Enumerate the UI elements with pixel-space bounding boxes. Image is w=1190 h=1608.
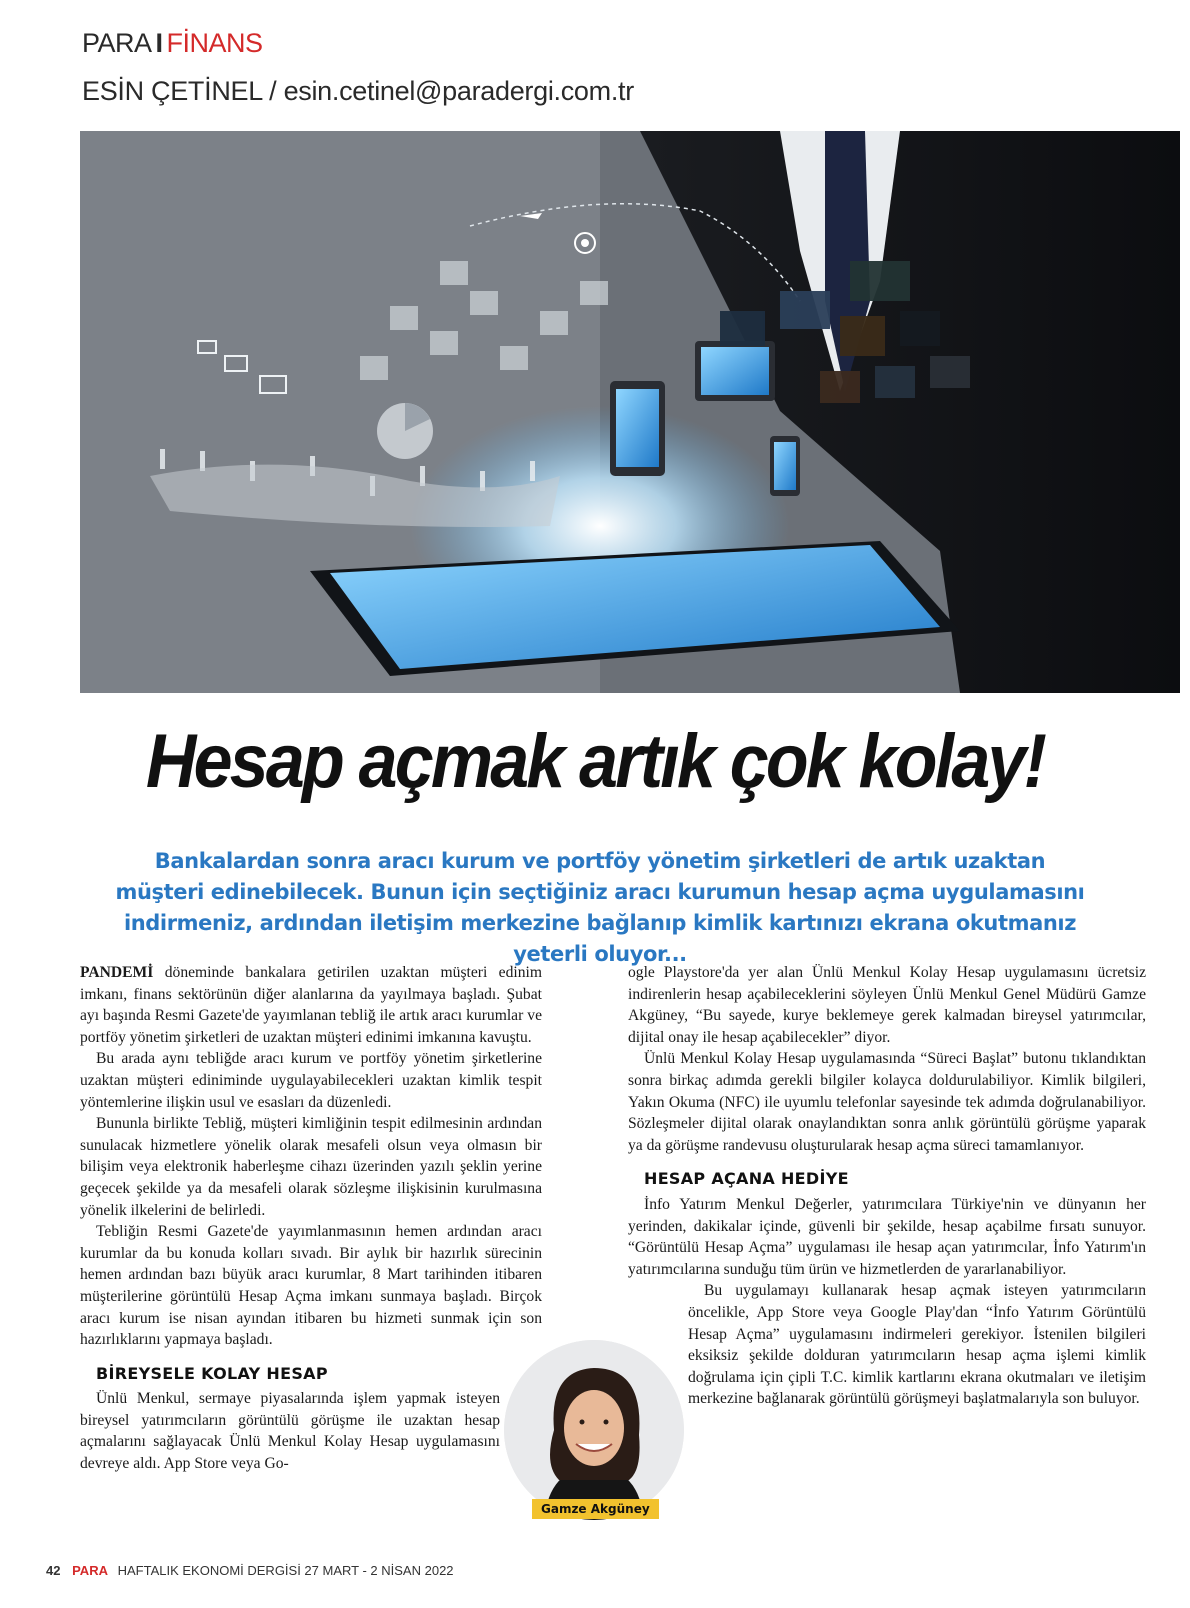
photo-caption: Gamze Akgüney — [532, 1499, 659, 1519]
article-deck: Bankalardan sonra aracı kurum ve portföy yönetim şirketleri de artık uzaktan müşteri edinebilecek. Bunun için seçtiğiniz aracı kurumun hesap açma uygulamasını indirmeniz, ardından iletişim merkezine bağlanıp kimlik kartınızı ekrana okutmanız yeterli oluyor... — [115, 849, 1085, 966]
paragraph: Ünlü Menkul Kolay Hesap uygulamasında “Süreci Başlat” butonu tıklandıktan sonra birkaç adımda gerekli bilgiler kolayca doldurulabiliyor. Kimlik bilgileri, Yakın Okuma (NFC) ile uyumlu telefonlar sayesinde tek adımda doğrulanabiliyor. Sözleşmeler dijital olarak onaylandıktan sonra anlık görüntülü görüşme yaparak ya da görüşme randevusu oluşturularak hesap açma süreci tamamlanıyor. — [628, 1050, 1146, 1154]
paragraph: Bu arada aynı tebliğde aracı kurum ve portföy yönetim şirketlerine uzaktan müşteri ediniminde uygulayabilecekleri uzaktan kimlik tespit yöntemlerine ilişkin usul ve esasları da düzenledi. — [80, 1050, 542, 1111]
paragraph: ogle Playstore'da yer alan Ünlü Menkul Kolay Hesap uygulamasını ücretsiz indirenlerin hesap açabileceklerini söyleyen Ünlü Menkul Genel Müdürü Gamze Akgüney, “Bu sayede, kurye beklemeye gerek kalmadan bireysel yatırımcılar, dijital onay ile hesap açabilecekler” diyor. — [628, 964, 1146, 1046]
subheading: HESAP AÇANA HEDİYE — [644, 1169, 849, 1189]
left-column — [80, 962, 542, 1475]
section-subname: FİNANS — [166, 28, 263, 58]
author-name: ESİN ÇETİNEL — [82, 76, 262, 106]
paragraph: Bu uygulamayı kullanarak hesap açmak isteyen yatırımcıların öncelikle, App Store veya Google Play'dan “İnfo Yatırım Görüntülü Hesap Açma” uygulamasını indirmeleri gerekiyor. İstenilen bilgileri eksiksiz şekilde dolduran yatırımcıların hesap açma işlemi kimlik doğrulama için çipli T.C. kimlik kartlarını ekrana okutmaları ve iletişim merkezine bağlanarak görüntülü görüşmeyi başlatmalarıyla son buluyor. — [688, 1282, 1146, 1408]
byline — [82, 76, 634, 107]
page-footer — [46, 1563, 454, 1578]
section-name: PARA — [82, 28, 152, 58]
paragraph: İnfo Yatırım Menkul Değerler, yatırımcılara Türkiye'nin ve dünyanın her yerinden, dakikalar içinde, güvenli bir şekilde, hesap açabilme fırsatı sunuyor. “Görüntülü Hesap Açma” uygulaması ile hesap açan yatırımcılar, İnfo Yatırım'ın yatırımcılarına sunduğu tüm ürün ve hizmetlerden de yararlanabiliyor. — [628, 1195, 1146, 1278]
section-header — [82, 28, 263, 59]
paragraph: Tebliğin Resmi Gazete'de yayımlanmasının hemen ardından aracı kurumlar da bu konuda kolları sıvadı. Bir aylık bir hazırlık sürecinin hemen ardından bazı büyük aracı kurumlar, 8 Mart tarihinden itibaren müşterilerine görüntülü Hesap Açma imkanı sunmaya başladı. Birçok aracı kurum ise nisan ayından itibaren bu hizmeti sunmak için son hazırlıklarını yapmaya başladı. — [80, 1223, 542, 1349]
right-column — [628, 962, 1146, 1410]
paragraph: Bununla birlikte Tebliğ, müşteri kimliğinin tespit edilmesinin ardından sunulacak hizmetlere yönelik olarak mesafeli olsun veya olmasın bir bilişim veya elektronik haberleşme cihazı üzerinden yazılı şeklin yerine geçecek şekilde ya da mesafeli olarak sözleşme ilişkisinin kurulmasına yönelik ilkelerini de belirledi. — [80, 1115, 542, 1219]
paragraph — [80, 962, 542, 1048]
byline-slash: / — [269, 76, 284, 106]
portrait-illustration — [504, 1340, 684, 1520]
section-separator: I — [155, 28, 163, 58]
article-headline: Hesap açmak artık çok kolay! — [145, 719, 1045, 804]
paragraph-text: döneminde bankalara getirilen uzaktan müşteri edinim imkanı, finans sektörünün diğer alanlarına da yayılmaya başladı. Şubat ayı başında Resmi Gazete'de yayımlanan tebliğ ile artık aracı kurumlar ve portföy yönetim şirketleri de uzaktan müşteri edinimi imkanına kavuştu. — [80, 964, 542, 1046]
hero-image — [80, 131, 1180, 693]
lead-word: PANDEMİ — [80, 964, 154, 981]
page-number: 42 — [46, 1563, 61, 1578]
portrait-photo — [504, 1340, 684, 1520]
footer-text: HAFTALIK EKONOMİ DERGİSİ 27 MART - 2 NİSAN 2022 — [117, 1563, 454, 1578]
author-email[interactable]: esin.cetinel@paradergi.com.tr — [283, 76, 634, 106]
subheading: BİREYSELE KOLAY HESAP — [96, 1363, 328, 1383]
paragraph: Ünlü Menkul, sermaye piyasalarında işlem yapmak isteyen bireysel yatırımcıların görüntülü görüşme ile uzaktan hesap açmalarını sağlayacak Ünlü Menkul Kolay Hesap uygulamasını devreye aldı. App Store veya Go- — [80, 1390, 500, 1473]
hero-illustration — [80, 131, 1180, 693]
footer-brand: PARA — [72, 1563, 108, 1578]
